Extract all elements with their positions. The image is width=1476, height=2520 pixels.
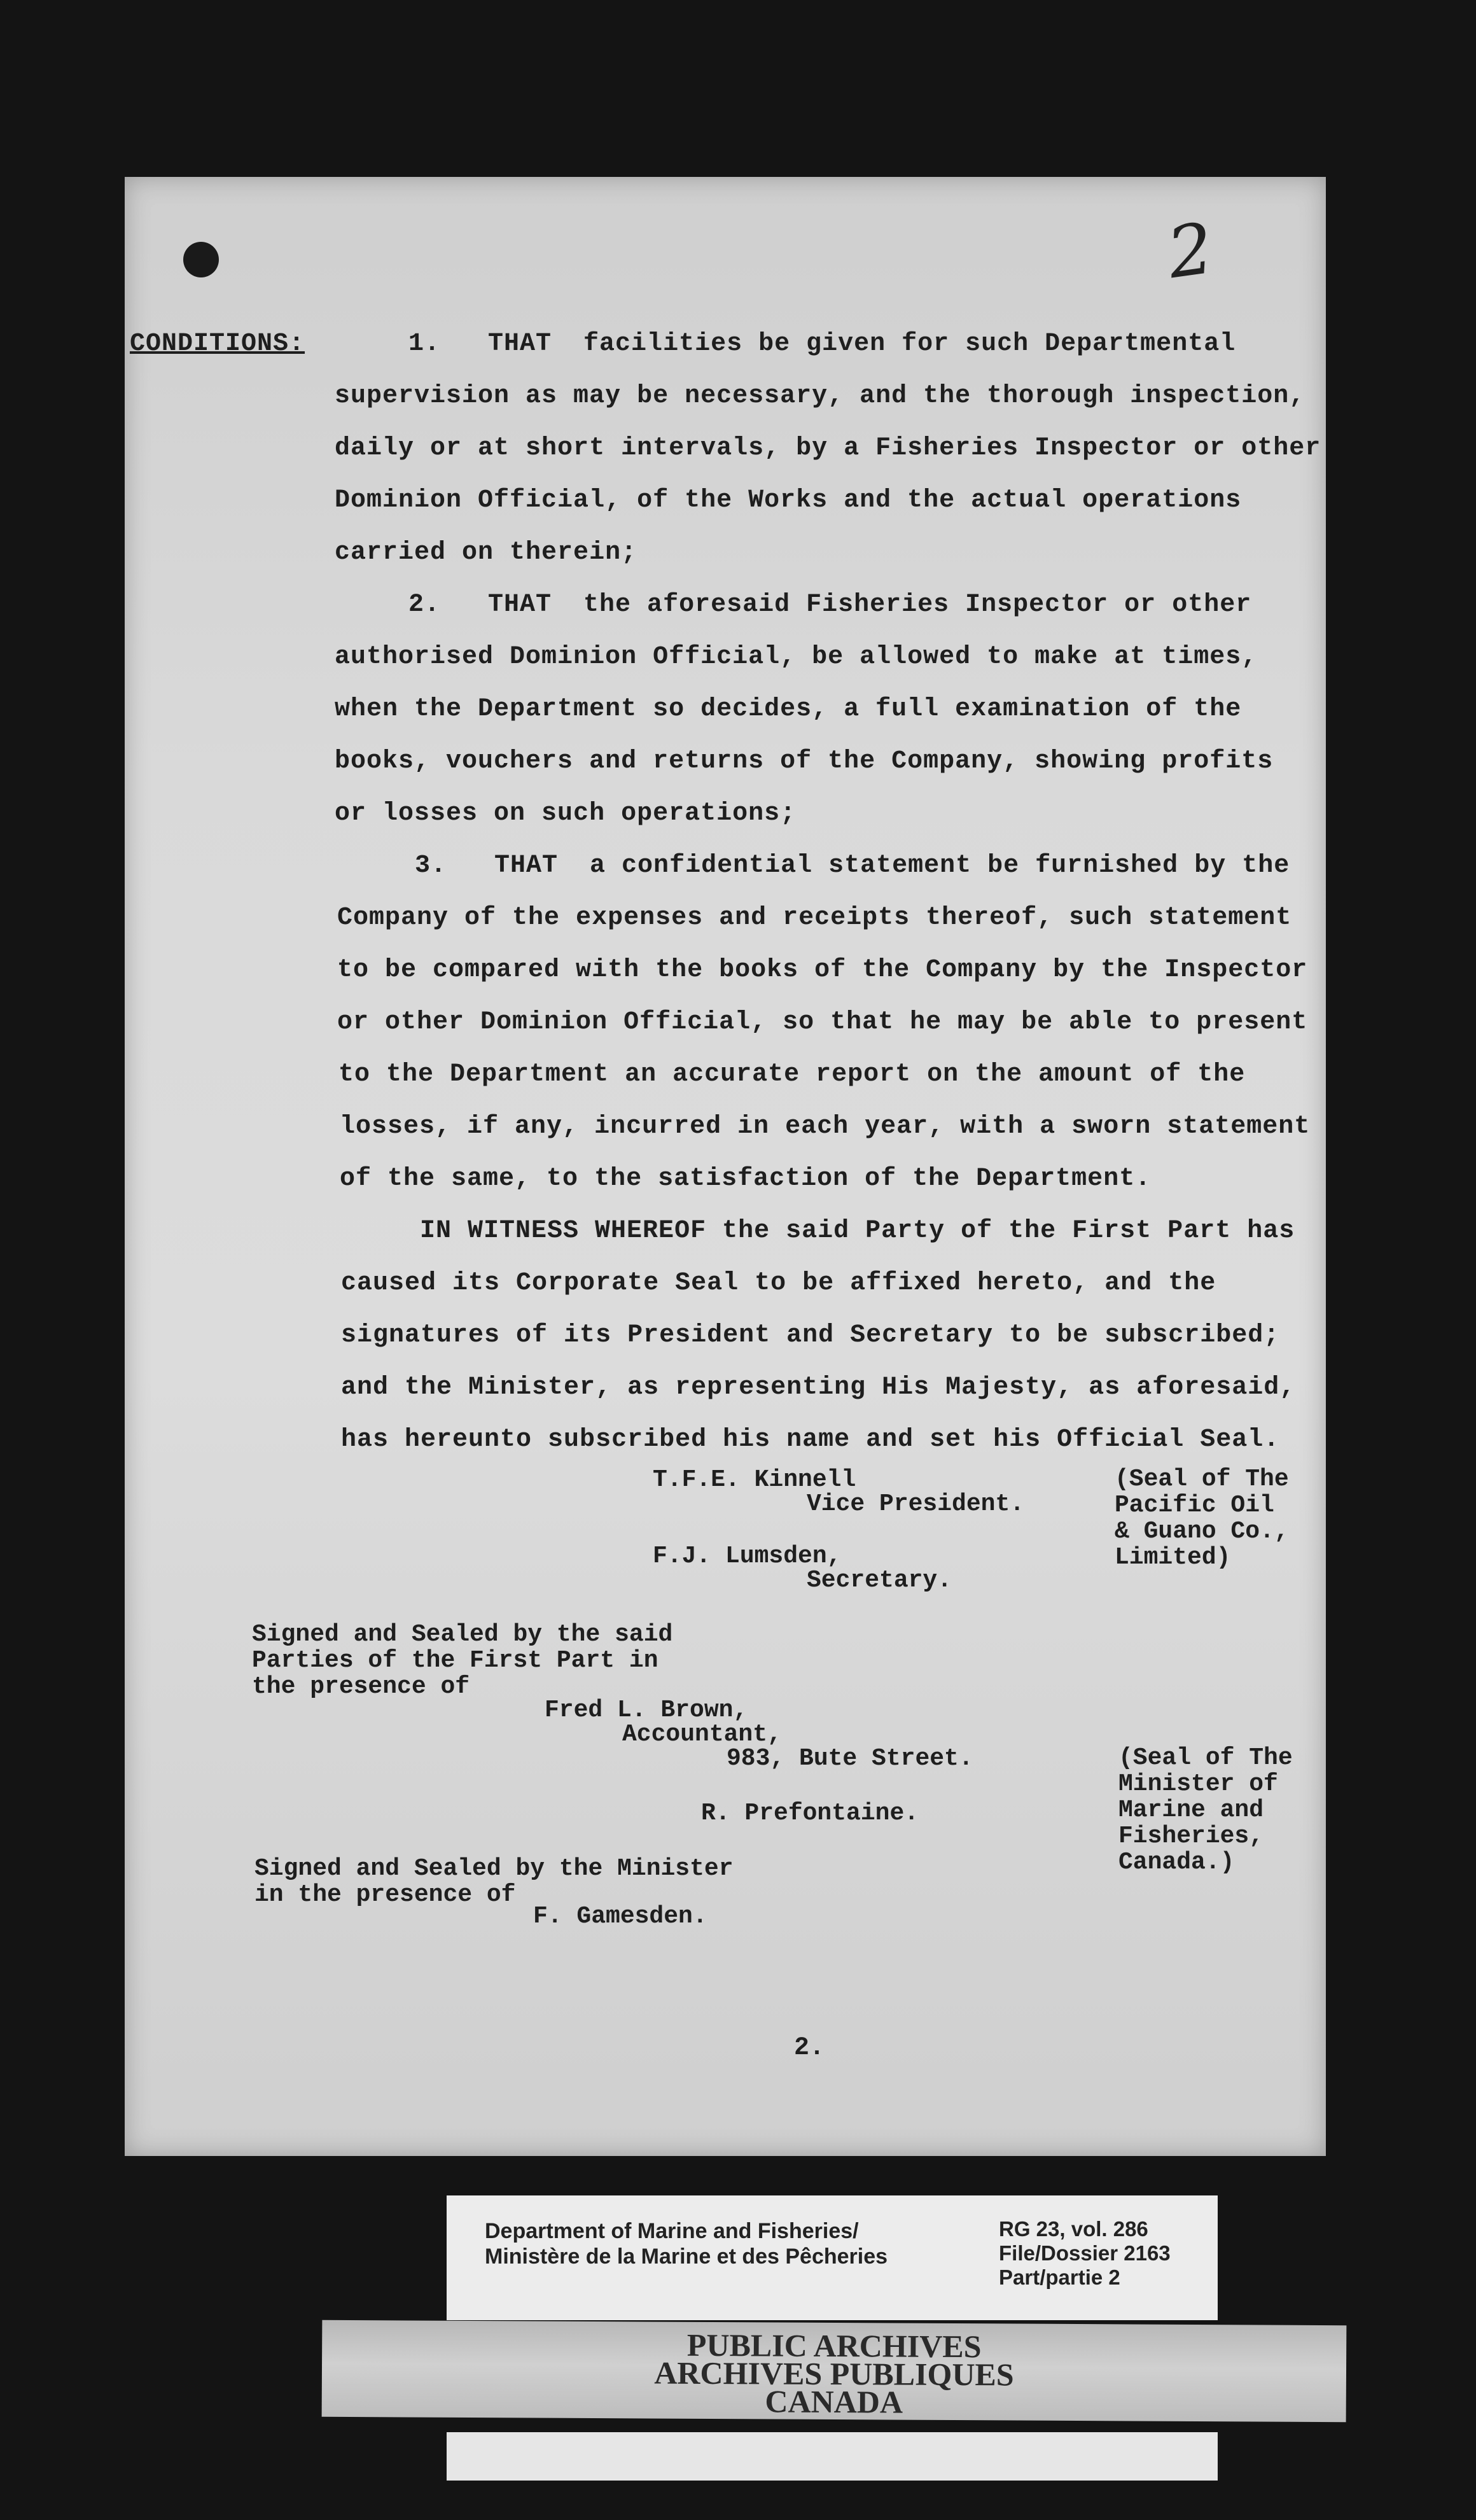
- signed-minister: Signed and Sealed by the Minister in the presence of: [254, 1855, 734, 1908]
- body-line: signatures of its President and Secretary to be subscribed;: [341, 1321, 1280, 1350]
- body-line: to the Department an accurate report on the amount of the: [338, 1060, 1246, 1089]
- seal-minister: (Seal of The Minister of Marine and Fisheries, Canada.): [1118, 1744, 1293, 1876]
- signature-lumsden-title: Secretary.: [807, 1567, 952, 1594]
- ink-blot: [183, 242, 219, 277]
- body-line: Dominion Official, of the Works and the actual operations: [335, 486, 1242, 515]
- body-line: daily or at short intervals, by a Fisheries Inspector or other: [335, 434, 1321, 463]
- body-line: caused its Corporate Seal to be affixed hereto, and the: [341, 1269, 1216, 1298]
- witness-brown-address: 983, Bute Street.: [727, 1745, 973, 1772]
- stamp-line-2: ARCHIVES PUBLIQUES: [654, 2355, 1014, 2393]
- conditions-label: CONDITIONS:: [130, 330, 305, 358]
- body-line: 3. THAT a confidential statement be furnished by the: [415, 851, 1290, 880]
- archive-label: [447, 2195, 1218, 2320]
- page-number: 2.: [794, 2034, 825, 2062]
- body-line: Company of the expenses and receipts thereof, such statement: [337, 904, 1292, 932]
- body-line: or losses on such operations;: [335, 799, 797, 828]
- body-line: losses, if any, incurred in each year, with a sworn statement: [340, 1112, 1311, 1141]
- archive-stamp: [322, 2320, 1347, 2422]
- body-line: to be compared with the books of the Company by the Inspector: [337, 956, 1308, 984]
- body-line: carried on therein;: [335, 538, 637, 567]
- body-line: authorised Dominion Official, be allowed to make at times,: [335, 643, 1258, 671]
- witness-gamesden: F. Gamesden.: [533, 1903, 707, 1930]
- body-line: has hereunto subscribed his name and set his Official Seal.: [341, 1425, 1280, 1454]
- signature-lumsden-name: F.J. Lumsden,: [653, 1543, 842, 1570]
- seal-company: (Seal of The Pacific Oil & Guano Co., Limited): [1115, 1466, 1289, 1571]
- body-line: of the same, to the satisfaction of the Department.: [340, 1165, 1152, 1193]
- folio-mark: 2: [1162, 207, 1218, 295]
- stamp-line-3: CANADA: [765, 2383, 903, 2420]
- body-line: or other Dominion Official, so that he may be able to present: [337, 1008, 1308, 1037]
- body-line: supervision as may be necessary, and the thorough inspection,: [335, 382, 1305, 410]
- witness-brown-name: Fred L. Brown,: [545, 1697, 748, 1724]
- body-line: and the Minister, as representing His Majesty, as aforesaid,: [341, 1373, 1296, 1402]
- signature-kinnell-name: T.F.E. Kinnell: [653, 1466, 856, 1494]
- body-line: IN WITNESS WHEREOF the said Party of the First Part has: [420, 1217, 1295, 1245]
- body-line: when the Department so decides, a full examination of the: [335, 695, 1242, 724]
- signature-prefontaine: R. Prefontaine.: [701, 1800, 919, 1827]
- stamp-line-1: PUBLIC ARCHIVES: [686, 2327, 982, 2365]
- bottom-strip: [447, 2432, 1218, 2481]
- body-line: 2. THAT the aforesaid Fisheries Inspector or other: [408, 591, 1252, 619]
- signed-first-part: Signed and Sealed by the said Parties of the First Part in the presence of: [252, 1621, 673, 1700]
- document-page: [125, 177, 1326, 2156]
- signature-kinnell-title: Vice President.: [807, 1490, 1025, 1518]
- archive-reference: RG 23, vol. 286 File/Dossier 2163 Part/partie 2: [999, 2217, 1171, 2289]
- archive-department: Department of Marine and Fisheries/ Ministère de la Marine et des Pêcheries: [485, 2219, 888, 2269]
- witness-brown-title: Accountant,: [622, 1721, 782, 1748]
- body-line: books, vouchers and returns of the Company, showing profits: [335, 747, 1274, 776]
- body-line: 1. THAT facilities be given for such Departmental: [408, 330, 1236, 358]
